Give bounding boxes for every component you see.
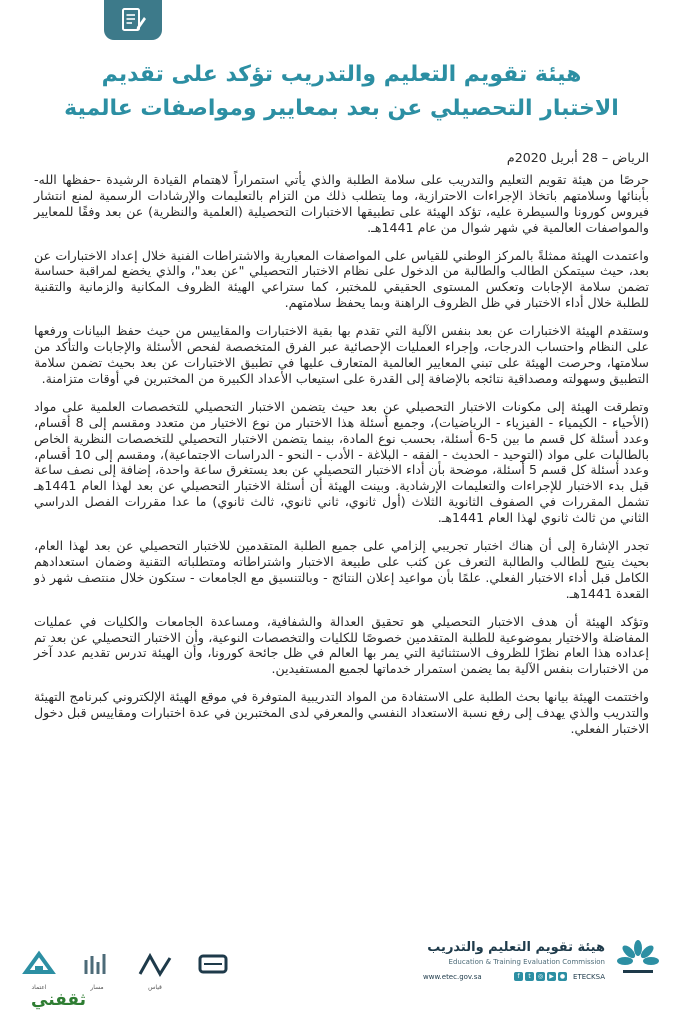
snapchat-icon[interactable]: ● [559,973,566,980]
paragraph: واختتمت الهيئة بيانها بحث الطلبة على الاستفادة من المواد التدريبية المتوفرة في موقع الهيئة الإلكتروني كبرنامج التهيئة والتدريب والذي يهدف إلى رفع نسبة الاستعداد النفسي والمعرفي لدى المختبرين في عدة اختبارات ومقاييس قبل دخول الاختبار الفعلي. [34,689,649,737]
partner-label: مسار [90,984,104,991]
paragraph: وستقدم الهيئة الاختبارات عن بعد بنفس الآلية التي تقدم بها بقية الاختبارات والمقاييس من حيث حفظ البيانات ورفعها على النظام واحتساب الدرجات، وإجراء العمليات الإحصائية عبر الفرق المتخصصة لفحص الأسئلة والإجابات والتأكد من سلامتها، وحرصت الهيئة على تبني المعايير العالمية المتعارف عليها في تطبيق الاختبارات عن بعد بحيث تضمن سلامة التطبيق وسهولته ومصداقية نتائجه بالإضافة إلى القدرة على استيعاب الأعداد الكبيرة من المختبرين في أوقات متزامنة. [34,323,649,386]
paragraph: حرصًا من هيئة تقويم التعليم والتدريب على سلامة الطلبة والذي يأتي استمراراً لاهتمام القيادة الرشيدة -حفظها الله- بأبنائها وسلامتهم باتخاذ الإجراءات الاحترازية، وما يتطلب ذلك من التزام بالتعليمات والإرشادات الرسمية لمنع انتشار فيروس كورونا والسيطرة عليه، تؤكد الهيئة على تطبيقها الاختبارات التحصيلية (العلمية والنظرية) عن بعد وفقًا للمعايير والمواصفات العالمية في شهر شوال من عام 1441هـ. [34,171,649,235]
document-pen-icon [104,0,162,40]
youtube-icon[interactable]: ▶ [547,972,556,981]
paragraph: واعتمدت الهيئة ممثلةً بالمركز الوطني للقياس على المواصفات المعيارية والاشتراطات الفنية خلال إعداد الاختبارات عن بعد، حيث سيتمكن الطالب والطالبة من الدخول على نظام الاختبار التحصيلي "عن بعد"، والذي يخضع لمراقبة حساسة تضمن سلامة الإجابات وتعكس المستوى الحقيقي للمختبر، كما ستراعي الهيئة الظروف المكانية والزمانية والتقنية للطلبة خلال أداء الاختبار في ظل الظروف الراهنة وبما يحفظ سلامتهم. [34,247,649,311]
social-links [514,972,605,981]
twitter-icon[interactable]: t [525,972,534,981]
etimad-logo [18,944,60,986]
facebook-icon[interactable]: f [514,972,523,981]
partner-logo [192,944,234,986]
instagram-icon[interactable]: ◎ [537,973,544,980]
org-name-en: Education & Training Evaluation Commission [448,958,605,966]
org-name-ar: هيئة تقويم التعليم والتدريب [427,940,605,955]
footer [0,928,683,1024]
etec-flower-logo [613,936,663,986]
qiyas-logo [134,944,176,986]
headline-line-1: هيئة تقويم التعليم والتدريب تؤكد على تقديم [101,62,582,87]
paragraph: وتطرقت الهيئة إلى مكونات الاختبار التحصيلي عن بعد حيث يتضمن الاختبار التحصيلي للتخصصات العلمية على مواد (الأحياء - الكيمياء - الفيزياء - الرياضيات)، وجميع أسئلة هذا الاختبار من نوع الاختيار من متعدد ومقسم إلى 8 أقسام، وعدد أسئلة كل قسم ما بين 5-6 أسئلة، بحسب نوع المادة، بينما يتضمن الاختبار التحصيلي للتخصصات النظرية الخاص بالطالبات على مواد (التوحيد - الحديث - الفقه - البلاغة - الأدب - النحو - الدراسات الاجتماعية)، ومقسم إلى 10 أقسام، وعدد أسئلة كل قسم 5 أسئلة، موضحة بأن أداء الاختبار التحصيلي عن بعد يستغرق ساعة واحدة، إضافة إلى نصف ساعة قبل بدء الاختبار للإجراءات والتعليمات الإرشادية. وبينت الهيئة أن أسئلة الاختبار التحصيلي عن بعد لهذا العام 1441هـ تشمل المقررات في الصفوف الثانوية الثلاث (أول ثانوي، ثاني ثانوي، ثالث ثانوي) ما عدا مقررات الفصل الدراسي الثاني من ثالث ثانوي لهذا العام 1441هـ. [34,398,649,526]
paragraph: تجدر الإشارة إلى أن هناك اختبار تجريبي إلزامي على جميع الطلبة المتقدمين للاختبار التحصيلي عن بعد لهذا العام، بحيث يتيح للطالب والطالبة التعرف عن كثب على طبيعة الاختبار واشتراطاته ومتطلباته التقنية وضمان استعدادهم الكامل قبل أداء الاختبار الفعلي. علمًا بأن مواعيد إعلان النتائج - وبالتنسيق مع الجامعات - ستكون خلال منتصف شهر ذو القعدة 1441هـ. [34,538,649,601]
paragraph: وتؤكد الهيئة أن هدف الاختبار التحصيلي هو تحقيق العدالة والشفافية، ومساعدة الجامعات والكليات في عمليات المفاضلة والاختيار بموضوعية للطلبة المتقدمين خصوصًا للكليات والتخصصات النوعية، وأن الاختبار التحصيلي عن بعد تم إعداده هذا العام نظرًا للظروف الاستثنائية التي يمر بها العالم في ظل جائحة كورونا، وأن الهيئة تدرس تقديم عدد آخر من الاختبارات بنفس الآلية بما يضمن استمرار خدماتها لجميع المستفيدين. [34,613,649,677]
site-watermark: ثقفني [31,990,86,1010]
partner-logos [18,938,248,998]
social-handle: ETECKSA [573,972,605,981]
masar-logo [76,944,118,986]
website-link[interactable]: www.etec.gov.sa [423,973,482,981]
article-body [34,150,649,749]
dateline: الرياض – 28 أبريل 2020م [506,150,649,165]
etec-branding [423,936,663,996]
headline-line-2: الاختبار التحصيلي عن بعد بمعايير ومواصفات عالمية [64,96,619,121]
partner-label: قياس [148,984,162,991]
page-title [20,58,663,126]
partner-label: اعتماد [31,984,47,991]
